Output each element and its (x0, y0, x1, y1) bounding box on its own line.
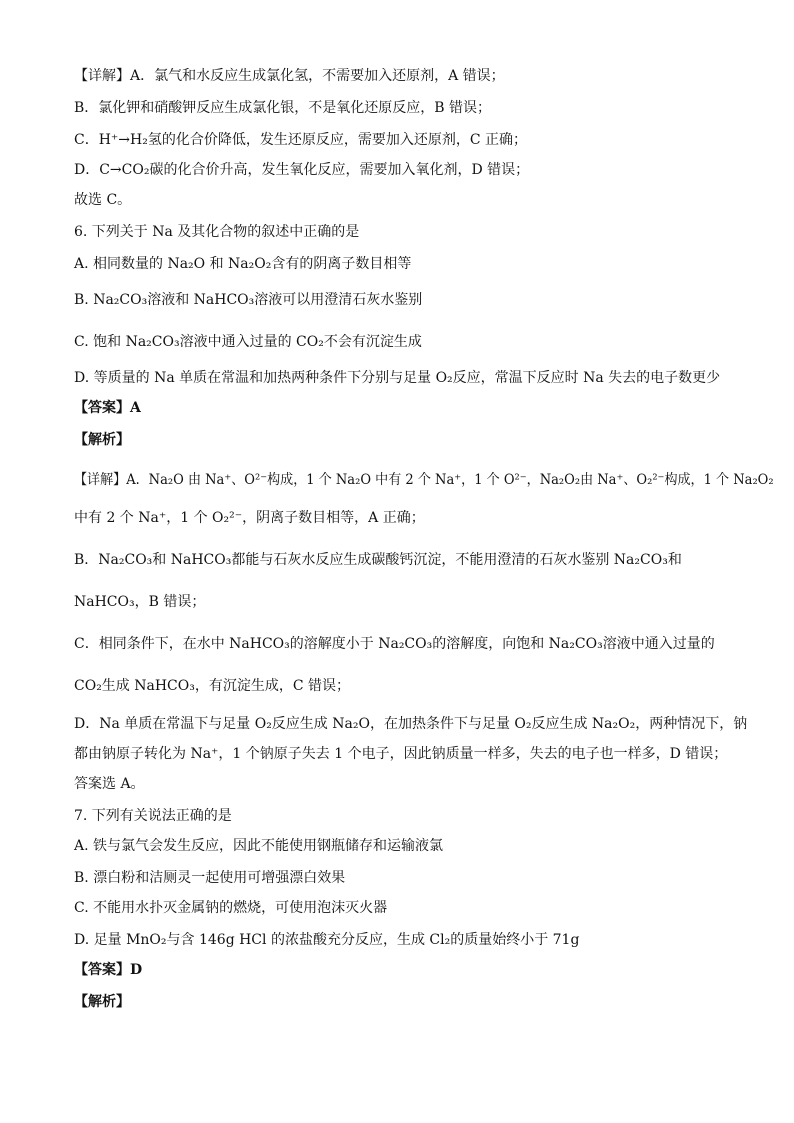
text-line: NaHCO₃，B 错误； (74, 594, 206, 610)
text-line: 故选 C。 (74, 192, 132, 208)
answer-label: 【答案】D (74, 962, 143, 978)
text-line: C．H⁺→H₂氢的化合价降低，发生还原反应，需要加入还原剂，C 正确； (74, 132, 528, 148)
question-7-option-d: D. 足量 MnO₂与含 146g HCl 的浓盐酸充分反应，生成 Cl₂的质量始终小于 71g (74, 932, 580, 948)
question-6-option-d: D. 等质量的 Na 单质在常温和加热两种条件下分别与足量 O₂反应，常温下反应时 Na 失去的电子数更少 (74, 370, 721, 386)
text-line: D．C→CO₂碳的化合价升高，发生氧化反应，需要加入氧化剂，D 错误； (74, 162, 530, 178)
question-7-stem: 7. 下列有关说法正确的是 (74, 808, 232, 824)
question-7-option-b: B. 漂白粉和洁厕灵一起使用可增强漂白效果 (74, 870, 346, 886)
analysis-label: 【解析】 (74, 432, 130, 448)
text-line: B．Na₂CO₃和 NaHCO₃都能与石灰水反应生成碳酸钙沉淀，不能用澄清的石灰水鉴别 Na₂CO₃和 (74, 552, 682, 568)
analysis-label: 【解析】 (74, 994, 130, 1010)
question-6-option-b: B. Na₂CO₃溶液和 NaHCO₃溶液可以用澄清石灰水鉴别 (74, 292, 423, 308)
question-6-option-c: C. 饱和 Na₂CO₃溶液中通入过量的 CO₂不会有沉淀生成 (74, 334, 422, 350)
answer-label: 【答案】A (74, 400, 141, 416)
question-7-option-c: C. 不能用水扑灭金属钠的燃烧，可使用泡沫灭火器 (74, 900, 388, 916)
text-line: D．Na 单质在常温下与足量 O₂反应生成 Na₂O，在加热条件下与足量 O₂反应生成 Na₂O₂，两种情况下，钠 (74, 716, 748, 732)
text-line: B．氯化钾和硝酸钾反应生成氯化银，不是氧化还原反应，B 错误； (74, 100, 492, 116)
text-line: 答案选 A。 (74, 776, 145, 792)
text-line: C．相同条件下，在水中 NaHCO₃的溶解度小于 Na₂CO₃的溶解度，向饱和 Na₂CO₃溶液中通入过量的 (74, 636, 715, 652)
question-7-option-a: A. 铁与氯气会发生反应，因此不能使用钢瓶储存和运输液氯 (74, 838, 444, 854)
text-line: CO₂生成 NaHCO₃，有沉淀生成，C 错误； (74, 678, 351, 694)
question-6-option-a: A. 相同数量的 Na₂O 和 Na₂O₂含有的阴离子数目相等 (74, 256, 412, 272)
question-6-stem: 6. 下列关于 Na 及其化合物的叙述中正确的是 (74, 224, 360, 240)
text-line: 都由钠原子转化为 Na⁺，1 个钠原子失去 1 个电子，因此钠质量一样多，失去的电子也一样多，D 错误； (74, 746, 728, 762)
text-line: 【详解】A．氯气和水反应生成氯化氢，不需要加入还原剂，A 错误； (74, 68, 505, 84)
text-line: 【详解】A．Na₂O 由 Na⁺、O²⁻构成，1 个 Na₂O 中有 2 个 Na⁺，1 个 O²⁻，Na₂O₂由 Na⁺、O₂²⁻构成，1 个 Na₂O₂ (74, 472, 774, 488)
text-line: 中有 2 个 Na⁺，1 个 O₂²⁻，阴离子数目相等，A 正确； (74, 510, 425, 526)
